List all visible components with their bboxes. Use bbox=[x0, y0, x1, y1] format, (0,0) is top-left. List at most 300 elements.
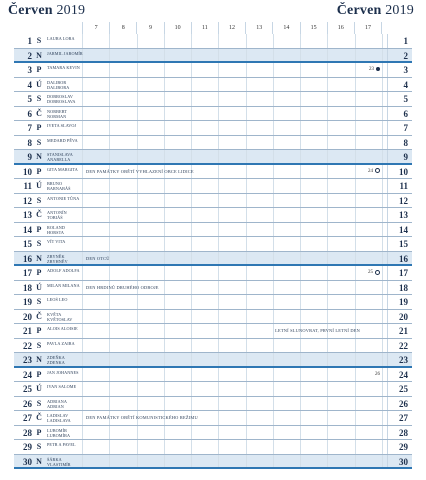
grid-line bbox=[109, 92, 110, 106]
grid-line bbox=[327, 92, 328, 106]
weekday-letter: Ú bbox=[36, 181, 42, 191]
day-row[interactable] bbox=[14, 165, 412, 180]
grid-line bbox=[355, 194, 356, 208]
grid-line bbox=[327, 382, 328, 396]
grid-line bbox=[218, 78, 219, 92]
grid-line bbox=[246, 411, 247, 425]
grid-line bbox=[387, 49, 388, 62]
grid-line bbox=[273, 78, 274, 92]
grid-line bbox=[137, 353, 138, 366]
week-number-label: 24 bbox=[368, 168, 373, 174]
day-number-right: 30 bbox=[399, 456, 408, 467]
grid-line bbox=[191, 353, 192, 366]
grid-line bbox=[191, 92, 192, 106]
holiday-note: LETNÍ SLUNOVRAT, PRVNÍ LETNÍ DEN bbox=[275, 328, 360, 334]
grid-line bbox=[300, 63, 301, 77]
grid-line bbox=[387, 237, 388, 251]
grid-line bbox=[246, 150, 247, 163]
day-row[interactable] bbox=[14, 237, 412, 252]
grid-line bbox=[218, 353, 219, 366]
grid-line bbox=[355, 49, 356, 62]
grid-line bbox=[164, 397, 165, 411]
weekday-letter: S bbox=[36, 297, 42, 307]
grid-line bbox=[246, 121, 247, 135]
holiday-note: DEN PAMÁTKY OBĚTÍ VYHLAZENÍ OBCE LIDICE bbox=[86, 168, 194, 174]
grid-line bbox=[137, 266, 138, 280]
calendar-sheet bbox=[14, 22, 412, 470]
grid-line bbox=[218, 382, 219, 396]
day-number-right: 26 bbox=[399, 398, 408, 409]
grid-line bbox=[300, 78, 301, 92]
name-day: LUBOMÍR LUBOMÍRA bbox=[47, 427, 71, 438]
grid-line bbox=[137, 324, 138, 338]
grid-line bbox=[382, 397, 383, 411]
grid-line bbox=[218, 411, 219, 425]
hour-label: 17 bbox=[354, 22, 382, 34]
grid-line bbox=[382, 440, 383, 454]
holiday-note: DEN OTCŮ bbox=[86, 255, 110, 261]
grid-line bbox=[137, 237, 138, 251]
grid-line bbox=[137, 34, 138, 48]
day-number-right: 25 bbox=[399, 384, 408, 395]
grid-line bbox=[246, 339, 247, 353]
grid-line bbox=[355, 121, 356, 135]
grid-line bbox=[164, 368, 165, 382]
day-row[interactable] bbox=[14, 353, 412, 368]
day-row[interactable] bbox=[14, 281, 412, 296]
day-number-right: 14 bbox=[399, 224, 408, 235]
day-row[interactable] bbox=[14, 78, 412, 93]
grid-line bbox=[137, 78, 138, 92]
grid-line bbox=[273, 49, 274, 62]
grid-line bbox=[137, 92, 138, 106]
grid-line bbox=[387, 281, 388, 295]
grid-line bbox=[300, 179, 301, 193]
day-number: 1 bbox=[27, 36, 32, 46]
grid-line bbox=[137, 368, 138, 382]
grid-line bbox=[382, 223, 383, 237]
name-day: JARMIL JAROMÍR bbox=[47, 50, 83, 56]
grid-line bbox=[300, 368, 301, 382]
grid-line bbox=[300, 411, 301, 425]
grid-line bbox=[191, 324, 192, 338]
grid-line bbox=[382, 49, 383, 62]
holiday-note: DEN HRDINŮ DRUHÉHO ODBOJE bbox=[86, 284, 159, 290]
grid-line bbox=[387, 310, 388, 324]
grid-line bbox=[327, 78, 328, 92]
grid-line bbox=[355, 397, 356, 411]
name-day: ALOIS ALOISIE bbox=[47, 326, 78, 332]
grid-line bbox=[273, 194, 274, 208]
grid-line bbox=[355, 208, 356, 222]
grid-line bbox=[164, 107, 165, 121]
holiday-note: DEN PAMÁTKY OBĚTÍ KOMUNISTICKÉHO REŽIMU bbox=[86, 415, 198, 421]
day-number-right: 15 bbox=[399, 239, 408, 250]
week-number bbox=[369, 63, 380, 77]
day-number-right: 17 bbox=[399, 268, 408, 279]
grid-line bbox=[355, 368, 356, 382]
day-row[interactable] bbox=[14, 440, 412, 455]
grid-line bbox=[218, 426, 219, 440]
name-day: IVETA SLAVOJ bbox=[47, 123, 77, 129]
day-row[interactable] bbox=[14, 150, 412, 165]
grid-line bbox=[387, 165, 388, 179]
day-row[interactable] bbox=[14, 295, 412, 310]
name-day: ZBYNĚK ZBYHNĚV bbox=[47, 253, 68, 264]
grid-line bbox=[109, 310, 110, 324]
grid-line bbox=[164, 223, 165, 237]
grid-line bbox=[327, 136, 328, 150]
grid-line bbox=[191, 223, 192, 237]
day-number-right: 27 bbox=[399, 413, 408, 424]
name-day: TAMARA KEVIN bbox=[47, 65, 80, 71]
grid-line bbox=[218, 266, 219, 280]
grid-line bbox=[327, 194, 328, 208]
week-number bbox=[375, 368, 380, 382]
grid-line bbox=[191, 266, 192, 280]
grid-line bbox=[164, 78, 165, 92]
grid-line bbox=[300, 237, 301, 251]
weekday-letter: S bbox=[36, 340, 42, 350]
day-row[interactable] bbox=[14, 92, 412, 107]
grid-line bbox=[382, 78, 383, 92]
grid-line bbox=[387, 78, 388, 92]
weekday-letter: N bbox=[36, 152, 42, 162]
grid-line bbox=[164, 382, 165, 396]
grid-line bbox=[387, 397, 388, 411]
grid-line bbox=[273, 324, 274, 338]
grid-line bbox=[191, 310, 192, 324]
grid-line bbox=[355, 266, 356, 280]
grid-line bbox=[327, 34, 328, 48]
day-row[interactable] bbox=[14, 397, 412, 412]
grid-line bbox=[246, 165, 247, 179]
grid-line bbox=[300, 194, 301, 208]
grid-line bbox=[327, 411, 328, 425]
day-number-right: 9 bbox=[403, 152, 408, 163]
day-number: 4 bbox=[27, 79, 32, 90]
grid-line bbox=[109, 223, 110, 237]
weekday-letter: Ú bbox=[36, 282, 42, 292]
grid-line bbox=[273, 295, 274, 309]
grid-line bbox=[300, 339, 301, 353]
grid-line bbox=[273, 339, 274, 353]
grid-line bbox=[109, 150, 110, 163]
grid-line bbox=[109, 179, 110, 193]
hour-label: 7 bbox=[82, 22, 109, 34]
grid-line bbox=[218, 339, 219, 353]
grid-line bbox=[109, 426, 110, 440]
day-number: 12 bbox=[23, 195, 32, 206]
grid-line bbox=[191, 78, 192, 92]
grid-line bbox=[218, 281, 219, 295]
grid-line bbox=[327, 266, 328, 280]
grid-line bbox=[246, 426, 247, 440]
grid-line bbox=[387, 136, 388, 150]
grid-line bbox=[137, 107, 138, 121]
grid-line bbox=[387, 252, 388, 265]
grid-line bbox=[382, 281, 383, 295]
weekday-letter: P bbox=[36, 427, 42, 437]
day-row[interactable] bbox=[14, 339, 412, 354]
day-row[interactable] bbox=[14, 34, 412, 49]
day-number-right: 21 bbox=[399, 326, 408, 337]
grid-line bbox=[246, 281, 247, 295]
grid-line bbox=[109, 237, 110, 251]
day-number-right: 1 bbox=[403, 36, 408, 46]
day-number: 28 bbox=[23, 427, 32, 438]
grid-line bbox=[246, 208, 247, 222]
name-day: VÍT VITA bbox=[47, 239, 66, 245]
day-row[interactable] bbox=[14, 194, 412, 209]
name-day: ROLAND HORSTA bbox=[47, 224, 66, 235]
grid-line bbox=[273, 382, 274, 396]
grid-line bbox=[300, 455, 301, 468]
name-day: ZDEŇKA ZDENKA bbox=[47, 355, 65, 366]
day-row[interactable] bbox=[14, 324, 412, 339]
name-day: ADOLF ADOLFA bbox=[47, 268, 80, 274]
grid-line bbox=[355, 411, 356, 425]
grid-line bbox=[109, 324, 110, 338]
grid-line bbox=[246, 179, 247, 193]
grid-line bbox=[191, 49, 192, 62]
day-row[interactable] bbox=[14, 121, 412, 136]
grid-line bbox=[273, 426, 274, 440]
week-number-label: 26 bbox=[375, 371, 380, 377]
grid-line bbox=[191, 63, 192, 77]
grid-line bbox=[191, 121, 192, 135]
grid-line bbox=[218, 397, 219, 411]
grid-line bbox=[109, 136, 110, 150]
name-day: ANTONIE TŮNA bbox=[47, 195, 80, 201]
day-row[interactable] bbox=[14, 63, 412, 78]
grid-line bbox=[137, 382, 138, 396]
day-number-right: 19 bbox=[399, 297, 408, 308]
grid-line bbox=[164, 49, 165, 62]
grid-line bbox=[164, 324, 165, 338]
weekday-letter: N bbox=[36, 456, 42, 466]
grid-line bbox=[164, 252, 165, 265]
day-number-right: 11 bbox=[399, 181, 408, 192]
day-number-right: 18 bbox=[399, 282, 408, 293]
weekday-letter: S bbox=[36, 398, 42, 408]
grid-line bbox=[382, 368, 383, 382]
day-number: 22 bbox=[23, 340, 32, 351]
year-label: 2019 bbox=[56, 3, 86, 18]
grid-line bbox=[273, 34, 274, 48]
grid-line bbox=[137, 252, 138, 265]
weekday-letter: S bbox=[36, 94, 42, 104]
day-number-right: 23 bbox=[399, 355, 408, 366]
grid-line bbox=[273, 310, 274, 324]
hour-label: 10 bbox=[164, 22, 191, 34]
grid-line bbox=[382, 339, 383, 353]
day-row[interactable] bbox=[14, 136, 412, 151]
day-number-right: 22 bbox=[399, 340, 408, 351]
grid-line bbox=[218, 179, 219, 193]
grid-line bbox=[273, 281, 274, 295]
hour-label: 16 bbox=[327, 22, 354, 34]
grid-line bbox=[137, 455, 138, 468]
day-number: 14 bbox=[23, 224, 32, 235]
day-row[interactable] bbox=[14, 382, 412, 397]
day-row[interactable] bbox=[14, 411, 412, 426]
grid-line bbox=[109, 78, 110, 92]
day-number: 3 bbox=[27, 65, 32, 76]
grid-line bbox=[218, 63, 219, 77]
grid-line bbox=[164, 179, 165, 193]
grid-line bbox=[273, 208, 274, 222]
grid-line bbox=[218, 208, 219, 222]
day-row[interactable] bbox=[14, 208, 412, 223]
grid-line bbox=[355, 353, 356, 366]
grid-line bbox=[327, 237, 328, 251]
grid-line bbox=[382, 208, 383, 222]
day-number: 15 bbox=[23, 239, 32, 250]
grid-line bbox=[355, 63, 356, 77]
day-number: 17 bbox=[23, 268, 32, 279]
grid-line bbox=[109, 382, 110, 396]
grid-line bbox=[382, 179, 383, 193]
day-number: 21 bbox=[23, 326, 32, 337]
grid-line bbox=[191, 208, 192, 222]
grid-line bbox=[137, 150, 138, 163]
day-row[interactable] bbox=[14, 368, 412, 383]
weekday-letter: P bbox=[36, 224, 42, 234]
grid-line bbox=[191, 237, 192, 251]
day-number-right: 20 bbox=[399, 311, 408, 322]
grid-line bbox=[164, 310, 165, 324]
grid-line bbox=[387, 339, 388, 353]
day-number: 20 bbox=[23, 311, 32, 322]
name-day: MILAN MILANA bbox=[47, 282, 80, 288]
grid-line bbox=[300, 208, 301, 222]
grid-line bbox=[191, 455, 192, 468]
day-row[interactable] bbox=[14, 426, 412, 441]
hour-label: 12 bbox=[218, 22, 245, 34]
grid-line bbox=[382, 237, 383, 251]
grid-line bbox=[387, 92, 388, 106]
grid-line bbox=[137, 223, 138, 237]
grid-line bbox=[327, 49, 328, 62]
day-row[interactable] bbox=[14, 49, 412, 64]
grid-line bbox=[137, 49, 138, 62]
grid-line bbox=[273, 136, 274, 150]
grid-line bbox=[355, 223, 356, 237]
grid-line bbox=[387, 63, 388, 77]
grid-line bbox=[300, 252, 301, 265]
grid-line bbox=[355, 310, 356, 324]
grid-line bbox=[164, 281, 165, 295]
grid-line bbox=[387, 208, 388, 222]
grid-line bbox=[300, 92, 301, 106]
grid-line bbox=[355, 150, 356, 163]
day-row[interactable] bbox=[14, 107, 412, 122]
grid-line bbox=[355, 281, 356, 295]
grid-line bbox=[355, 34, 356, 48]
grid-line bbox=[382, 136, 383, 150]
grid-line bbox=[218, 368, 219, 382]
grid-line bbox=[327, 223, 328, 237]
weekday-letter: Ú bbox=[36, 384, 42, 394]
grid-line bbox=[355, 440, 356, 454]
grid-line bbox=[191, 397, 192, 411]
grid-line bbox=[327, 252, 328, 265]
grid-line bbox=[382, 92, 383, 106]
grid-line bbox=[355, 382, 356, 396]
grid-line bbox=[300, 426, 301, 440]
grid-line bbox=[327, 295, 328, 309]
grid-line bbox=[218, 295, 219, 309]
grid-line bbox=[355, 295, 356, 309]
grid-line bbox=[109, 49, 110, 62]
grid-line bbox=[387, 223, 388, 237]
day-number: 8 bbox=[27, 137, 32, 148]
grid-line bbox=[273, 353, 274, 366]
day-number-right: 3 bbox=[403, 65, 408, 76]
day-row[interactable] bbox=[14, 266, 412, 281]
grid-line bbox=[218, 136, 219, 150]
hour-label: 11 bbox=[191, 22, 218, 34]
grid-line bbox=[246, 324, 247, 338]
name-day: BRUNO BARNABÁŠ bbox=[47, 181, 71, 192]
grid-line bbox=[387, 194, 388, 208]
grid-line bbox=[109, 107, 110, 121]
weekday-letter: P bbox=[36, 123, 42, 133]
day-row[interactable] bbox=[14, 455, 412, 470]
grid-line bbox=[164, 295, 165, 309]
grid-line bbox=[387, 107, 388, 121]
grid-line bbox=[191, 150, 192, 163]
grid-line bbox=[109, 34, 110, 48]
day-number: 24 bbox=[23, 369, 32, 380]
grid-line bbox=[218, 49, 219, 62]
grid-line bbox=[164, 237, 165, 251]
day-number: 9 bbox=[27, 152, 32, 163]
grid-line bbox=[191, 194, 192, 208]
name-day: LEOŠ LEO bbox=[47, 297, 68, 303]
grid-line bbox=[137, 397, 138, 411]
weekday-letter: P bbox=[36, 65, 42, 75]
day-row[interactable] bbox=[14, 310, 412, 325]
week-number-label: 23 bbox=[369, 67, 374, 73]
day-row[interactable] bbox=[14, 252, 412, 267]
grid-line bbox=[300, 382, 301, 396]
grid-line bbox=[109, 194, 110, 208]
grid-line bbox=[164, 92, 165, 106]
day-row[interactable] bbox=[14, 179, 412, 194]
grid-line bbox=[327, 397, 328, 411]
grid-line bbox=[327, 63, 328, 77]
grid-line bbox=[218, 324, 219, 338]
weekday-letter: Č bbox=[36, 108, 42, 118]
grid-line bbox=[164, 426, 165, 440]
name-day: DALIBOR DALIBORA bbox=[47, 79, 70, 90]
grid-line bbox=[137, 63, 138, 77]
grid-line bbox=[191, 252, 192, 265]
grid-line bbox=[382, 382, 383, 396]
day-row[interactable] bbox=[14, 223, 412, 238]
grid-line bbox=[327, 107, 328, 121]
grid-line bbox=[327, 165, 328, 179]
grid-line bbox=[355, 165, 356, 179]
grid-line bbox=[109, 368, 110, 382]
grid-line bbox=[273, 440, 274, 454]
grid-line bbox=[137, 136, 138, 150]
grid-line bbox=[246, 107, 247, 121]
grid-line bbox=[164, 194, 165, 208]
grid-line bbox=[246, 136, 247, 150]
